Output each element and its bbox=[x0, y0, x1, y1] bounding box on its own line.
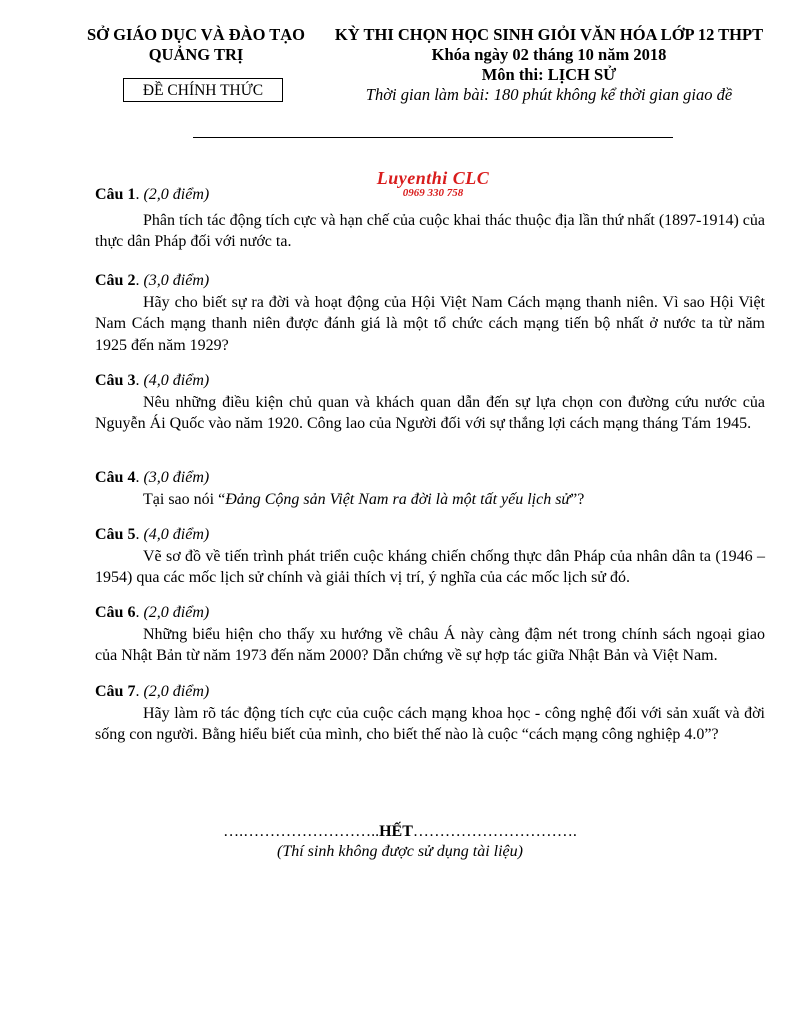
question-text: Nêu những điều kiện chủ quan và khách quan dẫn đến sự lựa chọn con đường cứu nước của Nguyễn Ái Quốc vào năm 1920. Công lao của Người đối với sự thắng lợi cách mạng tháng Tám 1945. bbox=[95, 393, 765, 432]
official-exam-box: ĐỀ CHÍNH THỨC bbox=[123, 78, 283, 102]
question-4: Câu 4. (3,0 điểm) Tại sao nói “Đảng Cộng sản Việt Nam ra đời là một tất yếu lịch sử”? bbox=[95, 467, 765, 510]
question-text bbox=[95, 489, 765, 511]
question-label: Câu 1 bbox=[95, 186, 136, 203]
question-text: Phân tích tác động tích cực và hạn chế của cuộc khai thác thuộc địa lần thứ nhất (1897-1914) của thực dân Pháp đối với nước ta. bbox=[95, 211, 766, 250]
question-points: (3,0 điểm) bbox=[143, 272, 210, 289]
question-text: Hãy cho biết sự ra đời và hoạt động của Hội Việt Nam Cách mạng thanh niên. Vì sao Hội Việt Nam Cách mạng thanh niên được đánh giá là một tổ chức cách mạng tiến bộ nhất ở nước ta từ năm 1925 đến năm 1929? bbox=[95, 293, 765, 354]
question-label: Câu 6 bbox=[95, 604, 136, 621]
department-name: SỞ GIÁO DỤC VÀ ĐÀO TẠO bbox=[86, 25, 306, 44]
quote-open: Tại sao nói “ bbox=[143, 490, 226, 508]
dots-right: …………………………. bbox=[412, 823, 577, 840]
question-label: Câu 3 bbox=[95, 372, 136, 389]
question-points: (3,0 điểm) bbox=[143, 469, 210, 486]
question-label: Câu 2 bbox=[95, 272, 136, 289]
question-text: Những biểu hiện cho thấy xu hướng về châu Á này càng đậm nét trong chính sách ngoại giao của Nhật Bản từ năm 1973 đến năm 2000? Dẫn chứng về sự hợp tác giữa Nhật Bản và Việt Nam. bbox=[95, 625, 765, 664]
end-marker bbox=[0, 822, 800, 842]
province-name: QUẢNG TRỊ bbox=[148, 45, 244, 64]
quoted-statement: Đảng Cộng sản Việt Nam ra đời là một tất yếu lịch sử bbox=[225, 490, 571, 508]
question-label: Câu 7 bbox=[95, 683, 136, 700]
watermark-title: Luyenthi CLC bbox=[376, 168, 490, 188]
exam-subject: Môn thi: LỊCH SỬ bbox=[481, 65, 617, 84]
question-points: (4,0 điểm) bbox=[143, 372, 210, 389]
question-1: Câu 1. (2,0 điểm) Phân tích tác động tích cực và hạn chế của cuộc khai thác thuộc địa lần thứ nhất (1897-1914) của thực dân Pháp đối với nước ta. bbox=[95, 184, 765, 253]
footer-note: (Thí sinh không được sử dụng tài liệu) bbox=[277, 843, 523, 860]
question-text: Vẽ sơ đồ về tiến trình phát triển cuộc kháng chiến chống thực dân Pháp của nhân dân ta (1946 – 1954) qua các mốc lịch sử chính và giải thích vị trí, ý nghĩa của các mốc lịch sử đó. bbox=[95, 547, 765, 586]
question-points: (2,0 điểm) bbox=[143, 683, 210, 700]
question-points: (2,0 điểm) bbox=[143, 604, 210, 621]
question-label: Câu 4 bbox=[95, 469, 136, 486]
end-word: HẾT bbox=[379, 823, 413, 840]
exam-duration: Thời gian làm bài: 180 phút không kể thời gian giao đề bbox=[365, 85, 733, 104]
exam-title: KỲ THI CHỌN HỌC SINH GIỎI VĂN HÓA LỚP 12 THPT bbox=[334, 25, 764, 44]
question-points: (4,0 điểm) bbox=[143, 526, 210, 543]
dots-left: ….…………………….. bbox=[223, 823, 380, 840]
question-label: Câu 5 bbox=[95, 526, 136, 543]
question-5: Câu 5. (4,0 điểm) Vẽ sơ đồ về tiến trình phát triển cuộc kháng chiến chống thực dân Pháp của nhân dân ta (1946 – 1954) qua các mốc lịch sử chính và giải thích vị trí, ý nghĩa của các mốc lịch sử đó. bbox=[95, 524, 765, 589]
question-text: Hãy làm rõ tác động tích cực của cuộc cách mạng khoa học - công nghệ đối với sản xuất và đời sống con người. Bằng hiểu biết của mình, cho biết thế nào là cuộc “cách mạng công nghiệp 4.0”? bbox=[95, 704, 765, 743]
quote-close: ”? bbox=[570, 490, 585, 508]
question-7: Câu 7. (2,0 điểm) Hãy làm rõ tác động tích cực của cuộc cách mạng khoa học - công nghệ đối với sản xuất và đời sống con người. Bằng hiểu biết của mình, cho biết thế nào là cuộc “cách mạng công nghiệp 4.0”? bbox=[95, 681, 765, 746]
header-divider bbox=[193, 137, 673, 138]
question-3: Câu 3. (4,0 điểm) Nêu những điều kiện chủ quan và khách quan dẫn đến sự lựa chọn con đường cứu nước của Nguyễn Ái Quốc vào năm 1920. Công lao của Người đối với sự thắng lợi cách mạng tháng Tám 1945. bbox=[95, 370, 765, 435]
question-6: Câu 6. (2,0 điểm) Những biểu hiện cho thấy xu hướng về châu Á này càng đậm nét trong chính sách ngoại giao của Nhật Bản từ năm 1973 đến năm 2000? Dẫn chứng về sự hợp tác giữa Nhật Bản và Việt Nam. bbox=[95, 602, 765, 667]
exam-date: Khóa ngày 02 tháng 10 năm 2018 bbox=[431, 45, 667, 64]
watermark-phone: 0969 330 758 bbox=[402, 187, 464, 199]
question-2: Câu 2. (3,0 điểm) Hãy cho biết sự ra đời và hoạt động của Hội Việt Nam Cách mạng thanh niên. Vì sao Hội Việt Nam Cách mạng thanh niên được đánh giá là một tổ chức cách mạng tiến bộ nhất ở nước ta từ năm 1925 đến năm 1929? bbox=[95, 270, 765, 356]
question-points: (2,0 điểm) bbox=[143, 186, 210, 203]
